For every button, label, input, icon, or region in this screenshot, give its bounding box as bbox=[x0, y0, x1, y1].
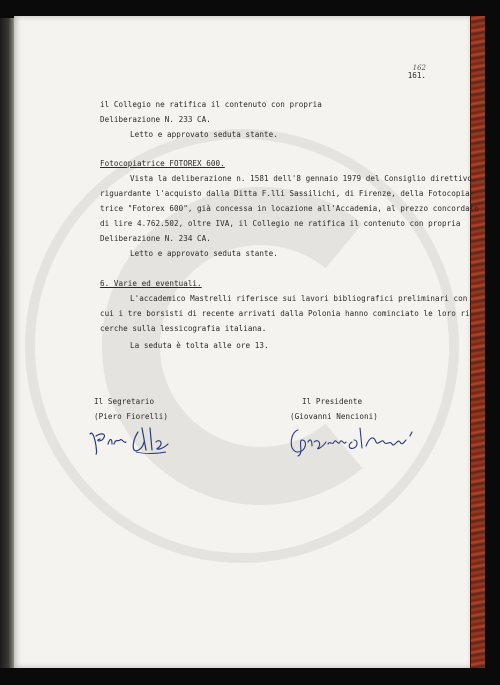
body-line: Letto e approvato seduta stante. bbox=[130, 130, 278, 139]
president-title: Il Presidente bbox=[302, 397, 363, 406]
page-number bbox=[408, 64, 426, 80]
secretary-title: Il Segretario bbox=[94, 397, 155, 406]
body-line: Deliberazione N. 233 CA. bbox=[100, 115, 211, 124]
document-page bbox=[14, 16, 479, 668]
body-line: Letto e approvato seduta stante. bbox=[130, 249, 278, 258]
body-line: cerche sulla lessicografia italiana. bbox=[100, 324, 267, 333]
body-line: trice "Fotorex 600", già concessa in locazione all'Accademia, al prezzo concordato bbox=[100, 204, 479, 213]
closing-line: La seduta è tolta alle ore 13. bbox=[130, 341, 269, 350]
body-line: L'accademico Mastrelli riferisce sui lavori bibliografici preliminari con bbox=[130, 294, 468, 303]
body-line: Vista la deliberazione n. 1581 dell'8 gennaio 1979 del Consiglio direttivo, bbox=[130, 174, 477, 183]
section-heading-varie: 6. Varie ed eventuali. bbox=[100, 279, 202, 288]
page-number-handwritten: 162 bbox=[412, 64, 426, 72]
body-line: di lire 4.762.502, oltre IVA, il Collegio ne ratifica il contenuto con propria bbox=[100, 219, 461, 228]
body-line: Deliberazione N. 234 CA. bbox=[100, 234, 211, 243]
president-signature bbox=[286, 418, 426, 458]
page-number-typed: 161. bbox=[407, 71, 426, 80]
body-line: riguardante l'acquisto dalla Ditta F.lli Sassilichi, di Firenze, della Fotocopia- bbox=[100, 189, 475, 198]
secretary-signature bbox=[84, 424, 194, 460]
body-line: cui i tre borsisti di recente arrivati dalla Polonia hanno cominciato le loro ri- bbox=[100, 309, 475, 318]
body-line: il Collegio ne ratifica il contenuto con propria bbox=[100, 100, 322, 109]
book-binding-edge bbox=[0, 18, 14, 668]
section-heading-fotocopiatrice: Fotocopiatrice FOTOREX 600. bbox=[100, 159, 225, 168]
secretary-name: (Piero Fiorelli) bbox=[94, 412, 168, 421]
marbled-page-edge bbox=[470, 16, 485, 668]
president-name: (Giovanni Nencioni) bbox=[290, 412, 378, 421]
